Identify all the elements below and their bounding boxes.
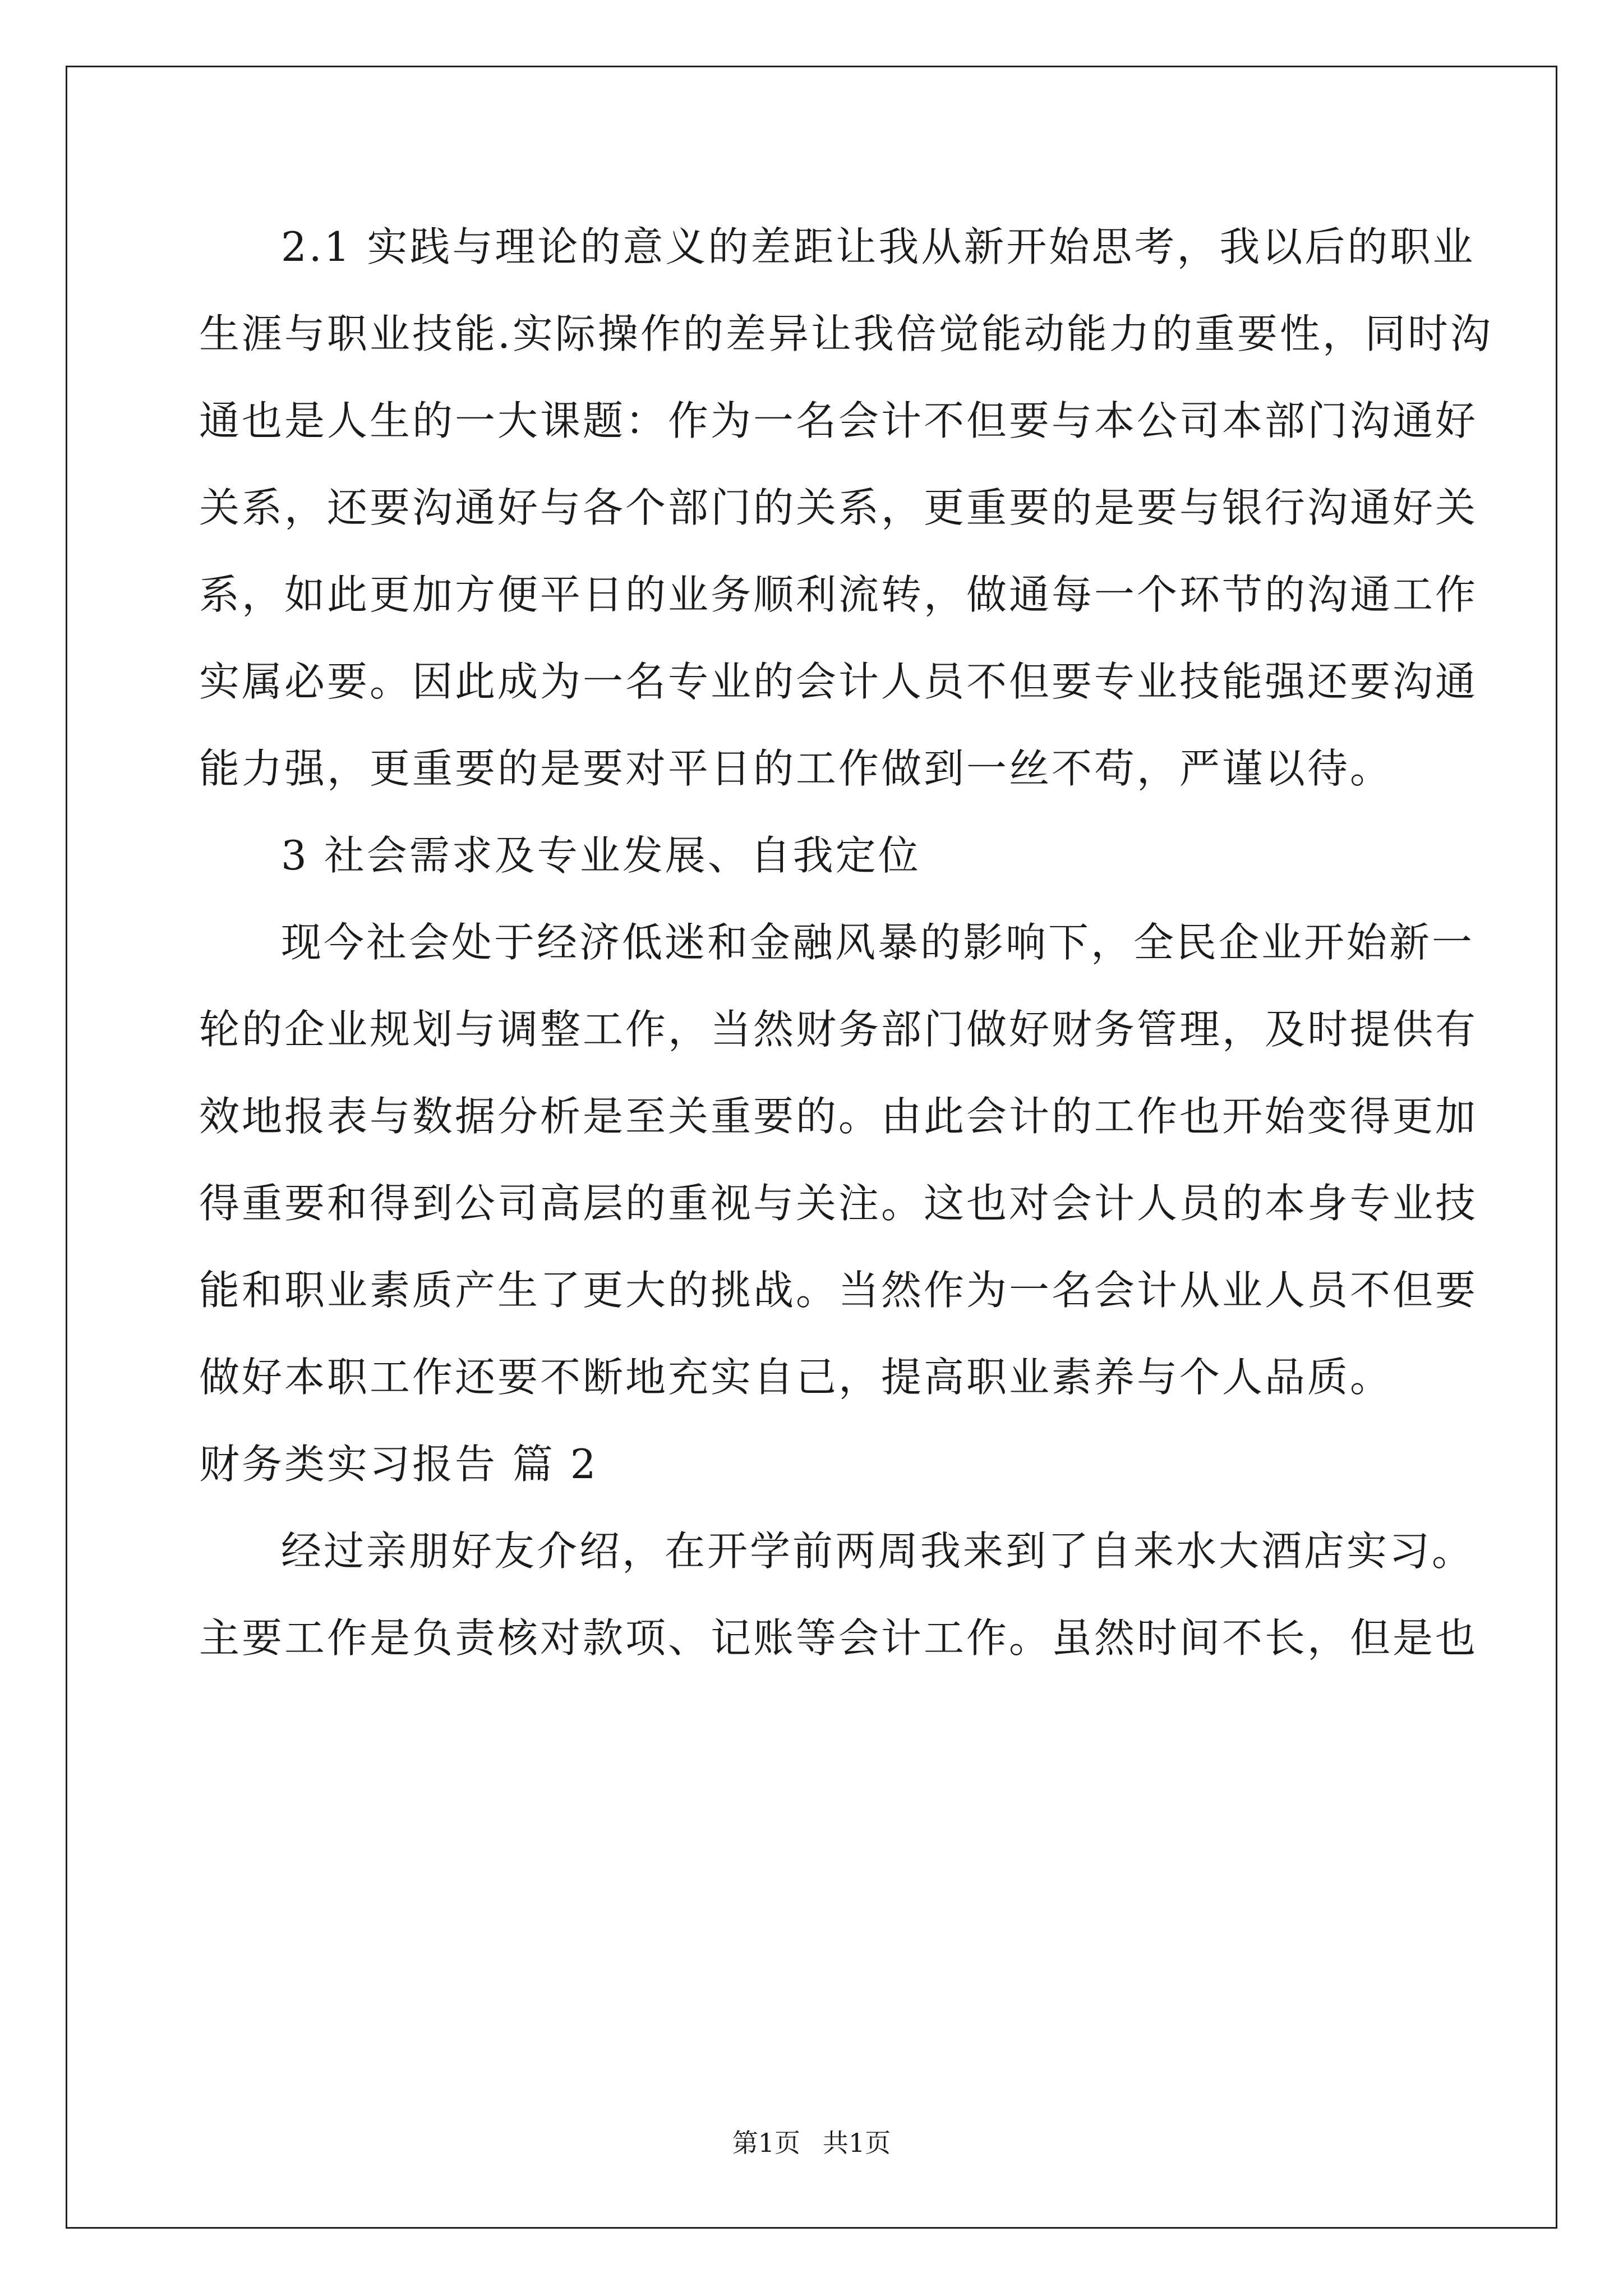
- paragraph-line: 现今社会处于经济低迷和金融风暴的影响下，全民企业开始新一: [281, 919, 1475, 966]
- paragraph-line: 得重要和得到公司高层的重视与关注。这也对会计人员的本身专业技: [199, 1180, 1478, 1227]
- section-heading: 3 社会需求及专业发展、自我定位: [281, 832, 921, 879]
- paragraph-line: 能和职业素质产生了更大的挑战。当然作为一名会计从业人员不但要: [199, 1267, 1478, 1314]
- page-total: 共1页: [823, 2128, 891, 2158]
- paragraph-line: 2.1 实践与理论的意义的差距让我从新开始思考，我以后的职业: [281, 223, 1476, 270]
- paragraph-line: 通也是人生的一大课题：作为一名会计不但要与本公司本部门沟通好: [199, 397, 1478, 444]
- page-number: 第1页: [732, 2128, 800, 2158]
- paragraph-line: 轮的企业规划与调整工作，当然财务部门做好财务管理，及时提供有: [199, 1006, 1478, 1053]
- section-title: 财务类实习报告 篇 2: [199, 1441, 598, 1488]
- paragraph-line: 经过亲朋好友介绍，在开学前两周我来到了自来水大酒店实习。: [281, 1527, 1475, 1575]
- paragraph-line: 主要工作是负责核对款项、记账等会计工作。虽然时间不长，但是也: [199, 1614, 1478, 1662]
- paragraph-line: 实属必要。因此成为一名专业的会计人员不但要专业技能强还要沟通: [199, 658, 1478, 705]
- paragraph-line: 能力强，更重要的是要对平日的工作做到一丝不苟，严谨以待。: [199, 745, 1393, 792]
- paragraph-line: 生涯与职业技能.实际操作的差异让我倍觉能动能力的重要性，同时沟: [199, 310, 1493, 357]
- page-footer: [0, 2126, 1623, 2160]
- paragraph-line: 效地报表与数据分析是至关重要的。由此会计的工作也开始变得更加: [199, 1093, 1478, 1140]
- paragraph-line: 做好本职工作还要不断地充实自己，提高职业素养与个人品质。: [199, 1354, 1393, 1401]
- paragraph-line: 关系，还要沟通好与各个部门的关系，更重要的是要与银行沟通好关: [199, 484, 1478, 531]
- paragraph-line: 系，如此更加方便平日的业务顺利流转，做通每一个环节的沟通工作: [199, 571, 1478, 618]
